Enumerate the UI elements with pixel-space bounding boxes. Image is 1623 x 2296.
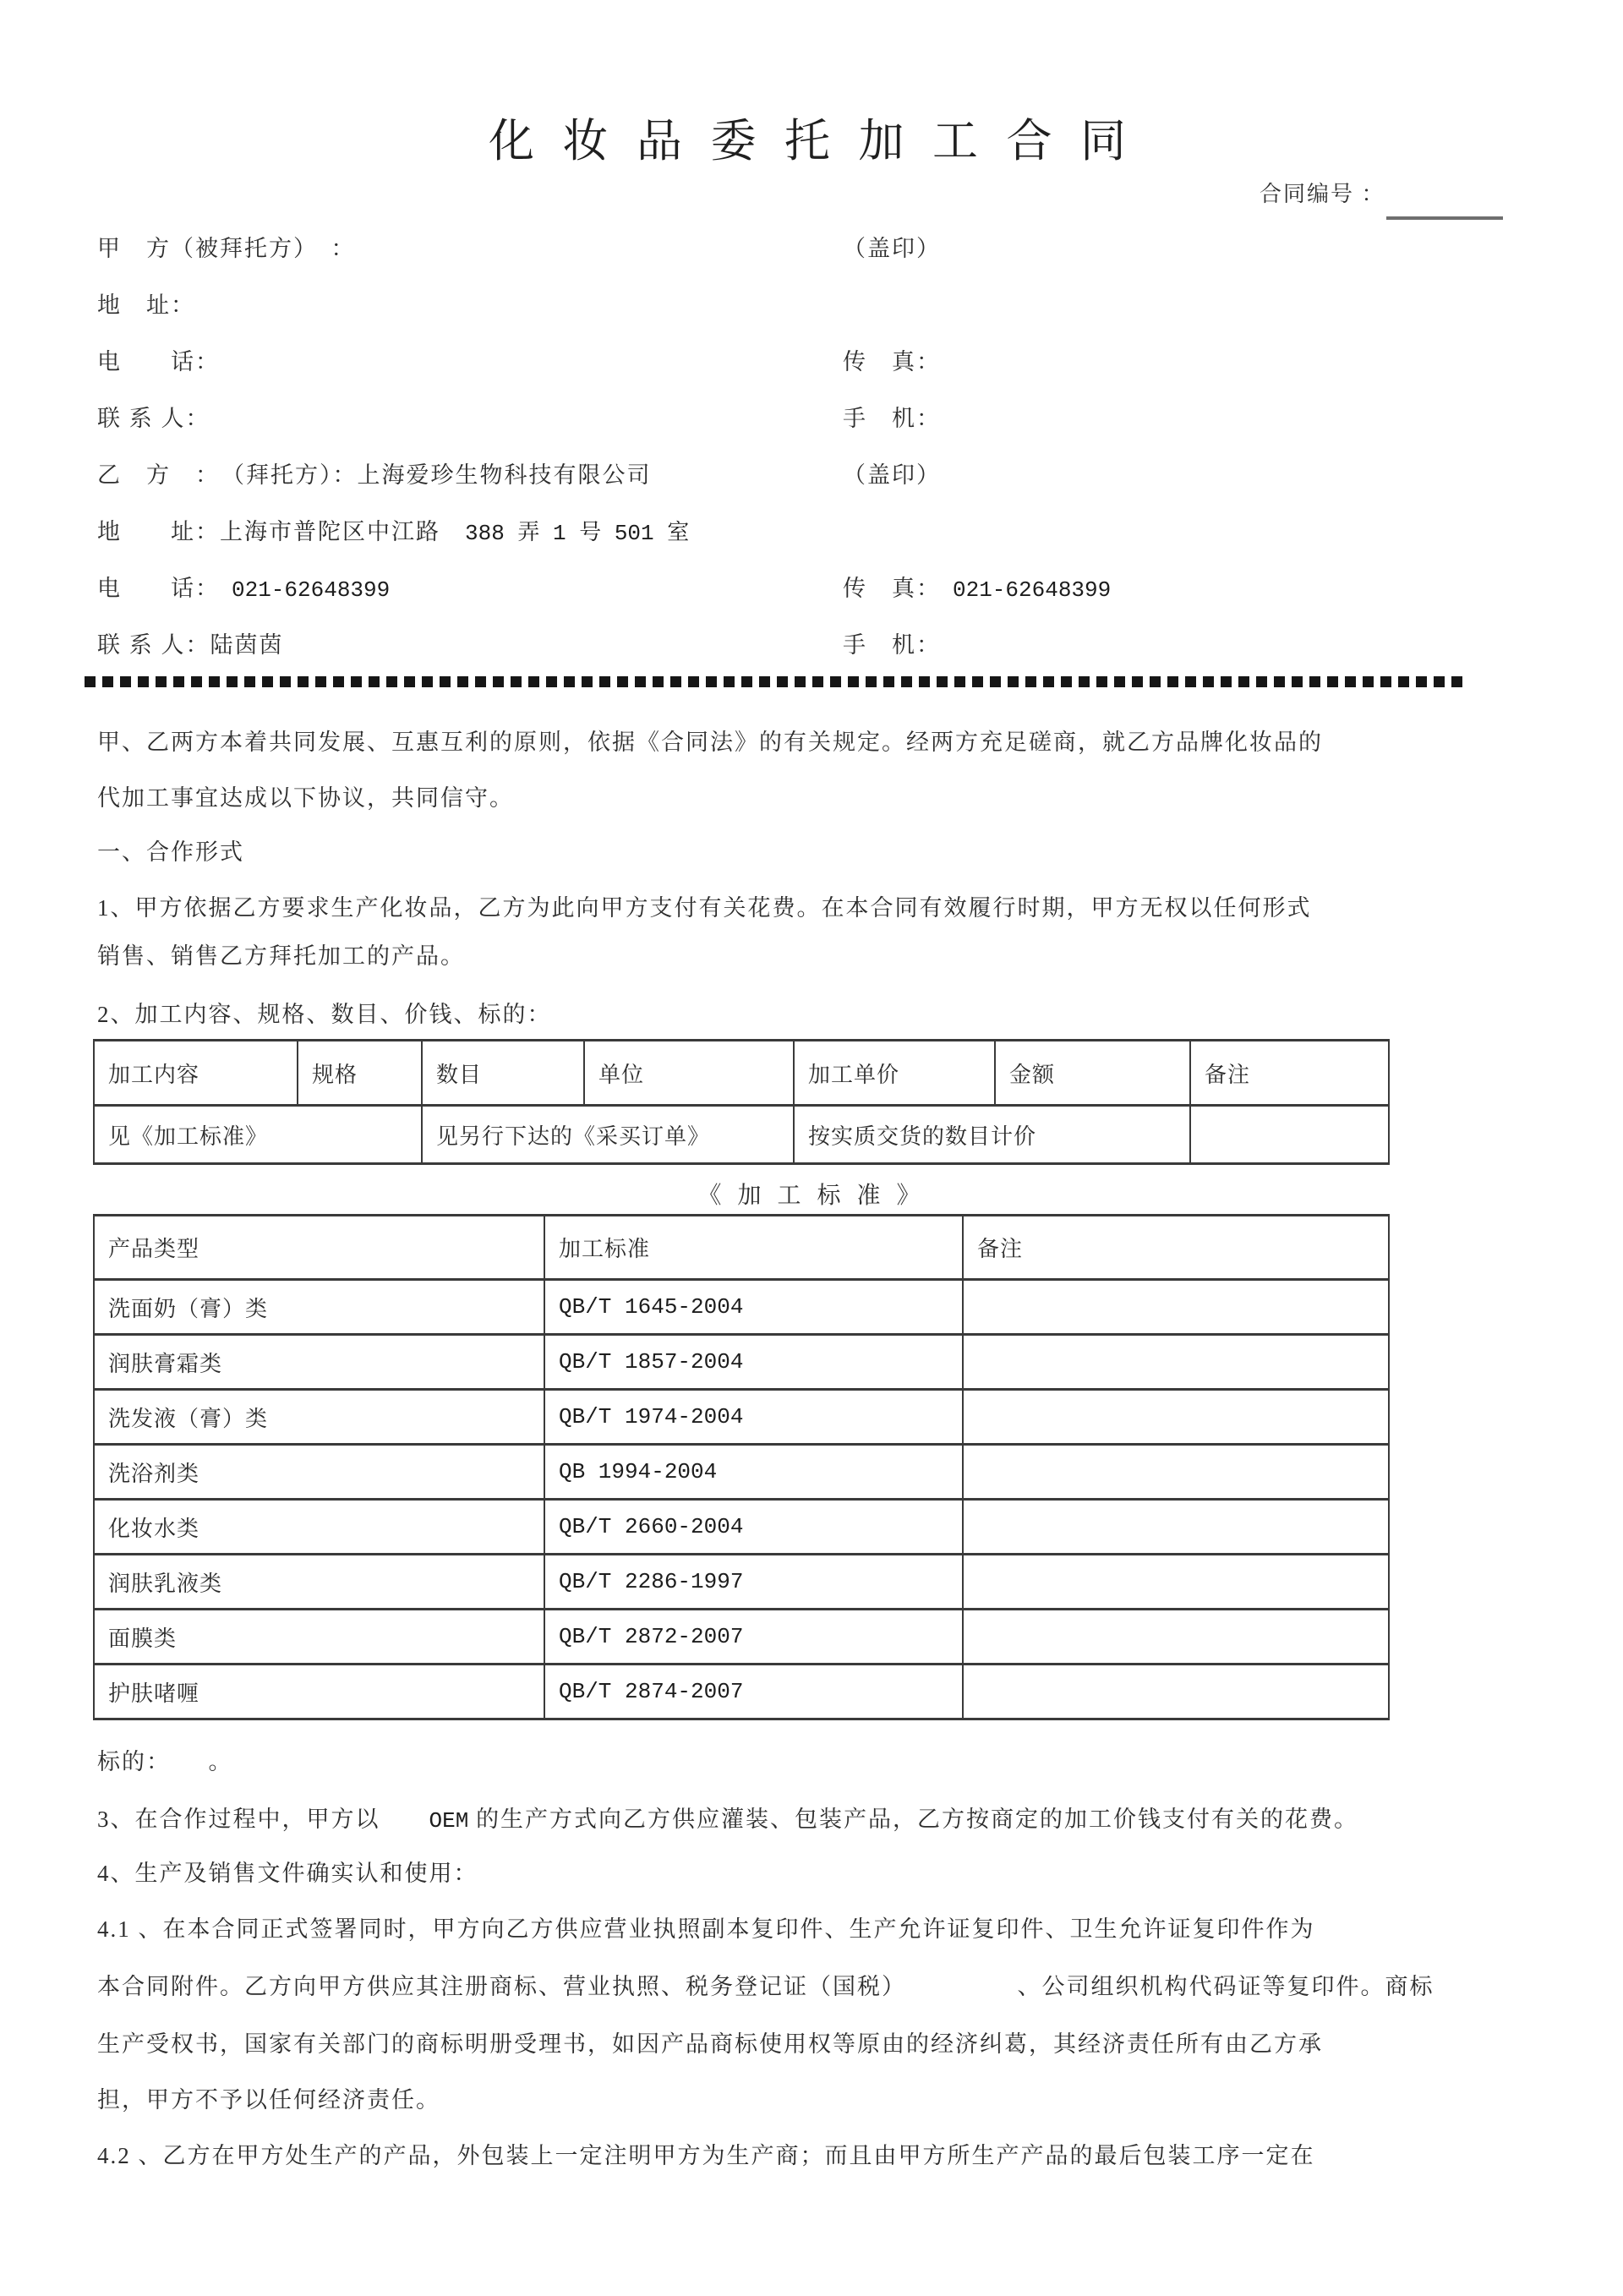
table-row: [94, 1500, 1389, 1555]
header-cell: 加工标准: [544, 1216, 963, 1280]
cell-standard: QB 1994-2004: [544, 1445, 963, 1500]
cell-standard: QB/T 1645-2004: [544, 1280, 963, 1335]
party-b-address: [97, 517, 689, 549]
field-label: 地 址：上海市普陀区中江路: [97, 519, 465, 544]
cell-standard: QB/T 2286-1997: [544, 1555, 963, 1610]
item-3-pre: 3、在合作过程中，甲方以: [97, 1807, 429, 1832]
party-b-label: [97, 460, 652, 490]
field-label: （盖印）: [843, 462, 941, 488]
party-row: [0, 573, 1623, 604]
cell-standard: QB/T 1857-2004: [544, 1335, 963, 1390]
table-cell-content: 见《加工标准》: [94, 1106, 422, 1164]
field-value: 021-62648399: [953, 577, 1112, 603]
item-1-line-2: 销售、销售乙方拜托加工的产品。: [97, 943, 465, 969]
header-cell: 规格: [298, 1041, 422, 1106]
header-cell: 金额: [995, 1041, 1190, 1106]
table-cell-price: 按实质交货的数目计价: [794, 1106, 1190, 1164]
cell-note: [963, 1390, 1389, 1445]
party-row: [0, 347, 1623, 377]
party-a-mobile-label: [843, 403, 941, 434]
cell-product-type: 润肤膏霜类: [94, 1335, 544, 1390]
header-cell: 单位: [584, 1041, 794, 1106]
cell-product-type: 面膜类: [94, 1610, 544, 1665]
party-b-contact: [97, 630, 284, 660]
cell-note: [963, 1445, 1389, 1500]
party-a-contact-label: [97, 403, 210, 434]
field-label: 联 系 人：: [97, 406, 210, 431]
field-label: 手 机：: [843, 406, 941, 431]
document-title: 化 妆 品 委 托 加 工 合 同: [489, 116, 1134, 167]
table-row: [94, 1335, 1389, 1390]
field-label: 传 真：: [843, 349, 941, 374]
field-value: 021-62648399: [232, 577, 391, 603]
item-3-post: 的生产方式向乙方供应灌装、包装产品，乙方按商定的加工价钱支付有关的花费。: [468, 1807, 1359, 1832]
table-row: [94, 1555, 1389, 1610]
party-row: [0, 517, 1623, 547]
cell-note: [963, 1610, 1389, 1665]
item-4-1-line-4: 担，甲方不予以任何经济责任。: [97, 2087, 440, 2113]
party-b-phone: [97, 573, 390, 605]
item-2-heading: 2、加工内容、规格、数目、价钱、标的：: [97, 1002, 552, 1027]
subject-line: 标的： 。: [97, 1749, 233, 1774]
intro-line-2: 代加工事宜达成以下协议，共同信守。: [97, 785, 514, 811]
party-row: [0, 403, 1623, 434]
table-row: [94, 1610, 1389, 1665]
contract-number-blank: [1386, 216, 1503, 220]
header-cell: 数目: [422, 1041, 584, 1106]
section-1-heading: 一、合作形式: [97, 839, 244, 865]
cell-product-type: 洗发液（膏）类: [94, 1390, 544, 1445]
party-b-fax: [843, 573, 1111, 605]
cell-note: [963, 1280, 1389, 1335]
party-b-mobile-label: [843, 630, 941, 660]
field-label: 地 址：: [97, 292, 195, 318]
contract-number-label: 合同编号 ：: [1260, 182, 1385, 206]
item-4-1-line-1: 4.1 、在本合同正式签署同时，甲方向乙方供应营业执照副本复印件、生产允许证复印件、卫生允许证复印件作为: [97, 1916, 1315, 1942]
item-4-2-line-1: 4.2 、乙方在甲方处生产的产品，外包装上一定注明甲方为生产商；而且由甲方所生产产品的最后包装工序一定在: [97, 2143, 1315, 2168]
table-cell-note: [1190, 1106, 1389, 1164]
item-4-1-line-2: 本合同附件。乙方向甲方供应其注册商标、营业执照、税务登记证（国税） 、公司组织机构代码证等复印件。商标: [97, 1974, 1434, 1999]
table-row: [94, 1280, 1389, 1335]
cell-product-type: 洗面奶（膏）类: [94, 1280, 544, 1335]
header-cell: 加工内容: [94, 1041, 298, 1106]
standards-table-header-row: [94, 1216, 1389, 1280]
processing-table-header-row: [94, 1041, 1389, 1106]
header-cell: 备注: [963, 1216, 1389, 1280]
processing-table-data-row: [94, 1106, 1389, 1164]
cell-note: [963, 1665, 1389, 1719]
header-cell: 加工单价: [794, 1041, 995, 1106]
party-b-seal-label: [843, 460, 941, 490]
field-label: （盖印）: [843, 236, 941, 261]
table-cell-quantity: 见另行下达的《采买订单》: [422, 1106, 794, 1164]
item-4-1-line-3: 生产受权书，国家有关部门的商标明册受理书，如因产品商标使用权等原由的经济纠葛，其经济责任所有由乙方承: [97, 2031, 1323, 2057]
cell-product-type: 护肤啫喱: [94, 1665, 544, 1719]
item-1-line-1: 1、甲方依据乙方要求生产化妆品，乙方为此向甲方支付有关花费。在本合同有效履行时期，甲方无权以任何形式: [97, 895, 1312, 921]
party-a-address-label: [97, 290, 195, 320]
table-row: [94, 1665, 1389, 1719]
cell-standard: QB/T 2874-2007: [544, 1665, 963, 1719]
field-label: 电 话：: [97, 349, 220, 374]
header-cell: 产品类型: [94, 1216, 544, 1280]
cell-standard: QB/T 1974-2004: [544, 1390, 963, 1445]
party-row: [0, 460, 1623, 490]
header-cell: 备注: [1190, 1041, 1389, 1106]
standards-table: [93, 1214, 1390, 1720]
field-label: 联 系 人：陆茵茵: [97, 632, 284, 658]
cell-standard: QB/T 2660-2004: [544, 1500, 963, 1555]
party-a-fax-label: [843, 347, 941, 377]
party-row: [0, 630, 1623, 660]
item-4-heading: 4、生产及销售文件确实认和使用：: [97, 1861, 478, 1886]
item-3-oem: OEM: [429, 1808, 469, 1834]
cell-note: [963, 1500, 1389, 1555]
party-a-seal-label: [843, 233, 941, 264]
field-label: 乙 方 ： （拜托方）：上海爱珍生物科技有限公司: [97, 462, 652, 488]
cell-note: [963, 1335, 1389, 1390]
field-label: 甲 方（被拜托方） ：: [97, 236, 356, 261]
dashed-divider: [85, 676, 1469, 687]
processing-table: [93, 1039, 1390, 1165]
cell-product-type: 润肤乳液类: [94, 1555, 544, 1610]
cell-note: [963, 1555, 1389, 1610]
table-row: [94, 1445, 1389, 1500]
field-value: 388 弄 1 号 501 室: [465, 521, 690, 546]
field-label: 手 机：: [843, 632, 941, 658]
cell-product-type: 化妆水类: [94, 1500, 544, 1555]
field-label: 传 真：: [843, 576, 941, 601]
item-3-line: [97, 1804, 1358, 1836]
field-label: 电 话：: [97, 576, 220, 601]
party-a-phone-label: [97, 347, 220, 377]
table-row: [94, 1390, 1389, 1445]
cell-product-type: 洗浴剂类: [94, 1445, 544, 1500]
party-row: [0, 233, 1623, 264]
party-row: [0, 290, 1623, 320]
party-a-label: [97, 233, 368, 265]
intro-line-1: 甲、乙两方本着共同发展、互惠互利的原则，依据《合同法》的有关规定。经两方充足磋商，就乙方品牌化妆品的: [97, 730, 1323, 755]
cell-standard: QB/T 2872-2007: [544, 1610, 963, 1665]
standards-heading: 《 加 工 标 准 》: [697, 1183, 926, 1209]
